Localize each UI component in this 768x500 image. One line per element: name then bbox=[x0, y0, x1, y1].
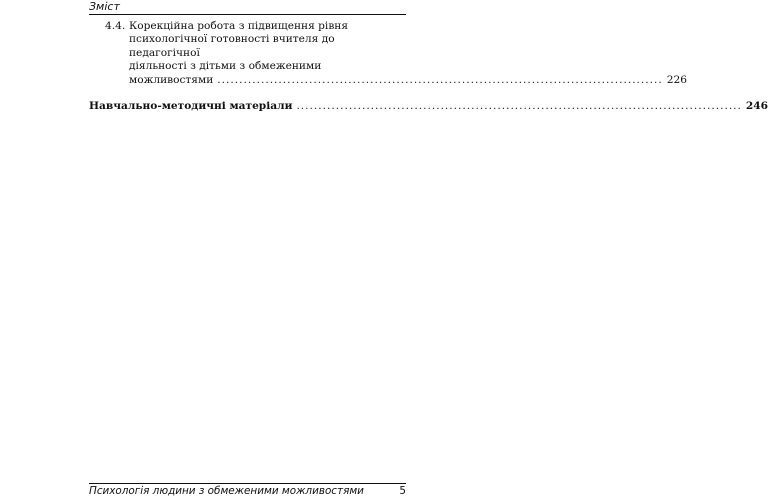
toc-entry-title-line: можливостями bbox=[129, 73, 214, 86]
running-foot: Психологія людини з обмеженими можливостями bbox=[89, 485, 364, 497]
toc-entry-materials[interactable] bbox=[89, 100, 768, 113]
page-number: 5 bbox=[399, 485, 406, 497]
toc-entry-page-number: 246 bbox=[745, 100, 768, 113]
toc-entry-leader-line bbox=[129, 73, 687, 87]
toc-entry-title-line: Корекційна робота з підвищення рівня bbox=[129, 20, 349, 32]
footer-rule bbox=[89, 483, 406, 484]
running-head: Зміст bbox=[89, 0, 120, 13]
toc-entry-page-number: 226 bbox=[666, 73, 687, 86]
header-rule bbox=[89, 14, 406, 15]
dot-leader: ...................................................................................................... bbox=[217, 73, 663, 86]
toc-entry-title-line: діяльності з дітьми з обмеженими bbox=[129, 60, 322, 73]
dot-leader: ...................................................................................................... bbox=[296, 100, 742, 113]
toc-entry-4-4[interactable] bbox=[105, 20, 687, 87]
toc-entry-title: Навчально-методичні матеріали bbox=[89, 100, 293, 113]
table-of-contents bbox=[89, 20, 768, 113]
toc-entry-number: 4.4. bbox=[105, 20, 126, 32]
toc-entry-title bbox=[129, 20, 687, 87]
toc-entry-title-line: психологічної готовності вчителя до педагогічної bbox=[129, 33, 335, 59]
